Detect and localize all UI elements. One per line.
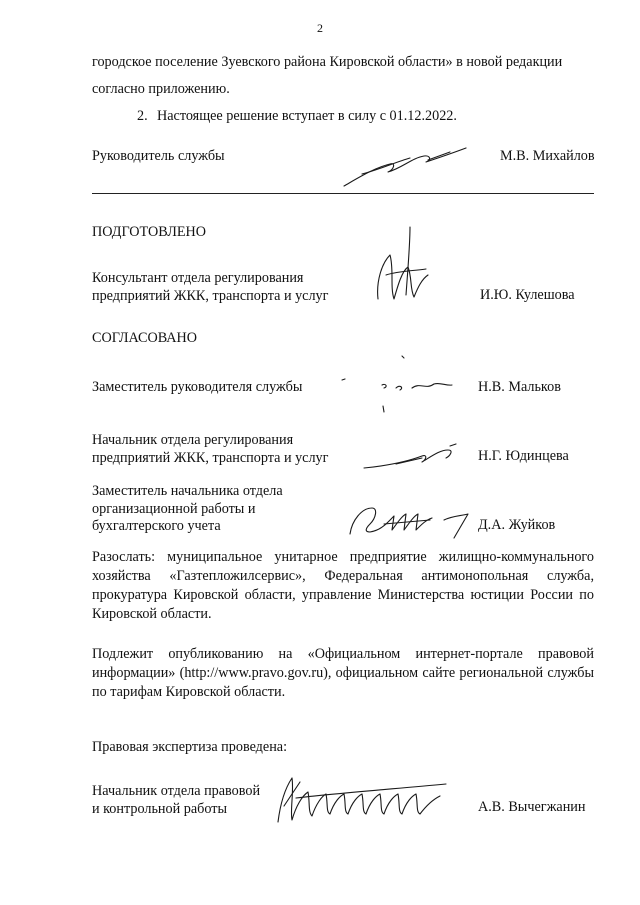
signer-3-signature bbox=[344, 496, 474, 542]
legal-review-heading: Правовая экспертиза проведена: bbox=[92, 739, 288, 755]
signer-2-position-line-2: предприятий ЖКК, транспорта и услуг bbox=[92, 449, 329, 466]
signer-1-signature bbox=[336, 352, 456, 416]
legal-review-position-line-2: и контрольной работы bbox=[92, 800, 227, 817]
agreed-heading: СОГЛАСОВАНО bbox=[92, 330, 198, 346]
signer-2-position-line-1: Начальник отдела регулирования bbox=[92, 432, 294, 448]
signer-1-position: Заместитель руководителя службы bbox=[92, 379, 303, 395]
signer-3-position-line-2: организационной работы и bbox=[92, 500, 256, 517]
prepared-position-line-1: Консультант отдела регулирования bbox=[92, 270, 304, 286]
separator-line bbox=[92, 193, 594, 194]
signer-2-position bbox=[92, 432, 328, 467]
prepared-position bbox=[92, 270, 328, 305]
head-name: М.В. Михайлов bbox=[500, 148, 595, 164]
signer-3-position-line-3: бухгалтерского учета bbox=[92, 518, 221, 534]
prepared-heading: ПОДГОТОВЛЕНО bbox=[92, 224, 206, 240]
prepared-name: И.Ю. Кулешова bbox=[480, 287, 575, 303]
item-2-number: 2. bbox=[137, 108, 148, 124]
signer-3-position-line-1: Заместитель начальника отдела bbox=[92, 483, 283, 499]
page-number: 2 bbox=[317, 21, 323, 35]
distribution-text: Разослать: муниципальное унитарное предприятие жилищно-коммунального хозяйства «Газтепложилсервис», Федеральная антимонопольная служба, прокуратура Кировской области, управление Министерства юстиции России по Кировской области. bbox=[92, 549, 594, 622]
item-2-text: Настоящее решение вступает в силу с 01.12.2022. bbox=[157, 108, 457, 124]
prepared-signature bbox=[368, 225, 448, 307]
continuation-line-1: городское поселение Зуевского района Кировской области» в новой редакции bbox=[92, 54, 563, 70]
head-position: Руководитель службы bbox=[92, 148, 225, 164]
legal-review-position bbox=[92, 783, 260, 818]
legal-review-position-line-1: Начальник отдела правовой bbox=[92, 783, 261, 799]
head-signature bbox=[338, 140, 478, 192]
signer-3-position bbox=[92, 483, 283, 536]
publication-text: Подлежит опубликованию на «Официальном интернет-портале правовой информации» (http://www.pravo.gov.ru), официальном сайте региональной службы по тарифам Кировской области. bbox=[92, 646, 594, 700]
signer-1-name: Н.В. Мальков bbox=[478, 379, 561, 395]
legal-review-name: А.В. Вычегжанин bbox=[478, 799, 586, 815]
continuation-line-2: согласно приложению. bbox=[92, 81, 230, 97]
legal-review-signature bbox=[270, 766, 460, 828]
prepared-position-line-2: предприятий ЖКК, транспорта и услуг bbox=[92, 287, 329, 304]
signer-2-signature bbox=[360, 438, 470, 478]
signer-2-name: Н.Г. Юдинцева bbox=[478, 448, 569, 464]
signer-3-name: Д.А. Жуйков bbox=[478, 517, 556, 533]
